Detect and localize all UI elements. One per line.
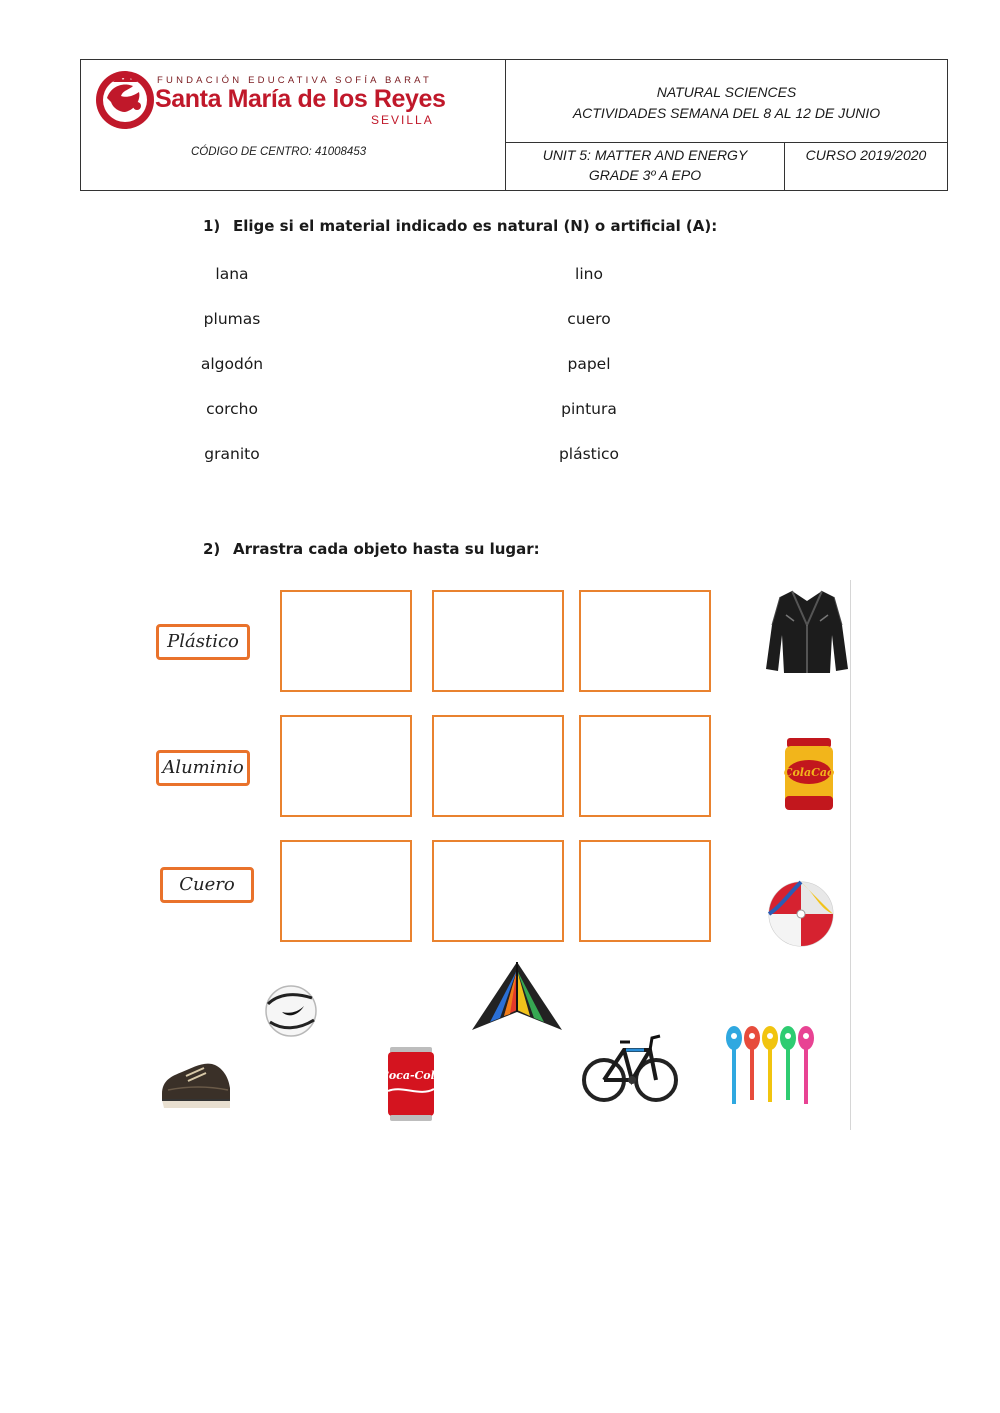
cola-cao-jar-icon[interactable] xyxy=(781,736,837,814)
unit-title: UNIT 5: MATTER AND ENERGY xyxy=(542,147,748,163)
foundation-name: FUNDACIÓN EDUCATIVA SOFÍA BARAT xyxy=(157,75,432,86)
course-cell xyxy=(785,143,947,190)
category-label-plastico: Plástico xyxy=(156,624,250,660)
exercise1-instruction: Elige si el material indicado es natural (N) o artificial (A): xyxy=(233,217,718,235)
exercise2-instruction: Arrastra cada objeto hasta su lugar: xyxy=(233,540,540,558)
bicycle-icon[interactable] xyxy=(580,1020,680,1112)
school-logo-icon xyxy=(93,68,157,132)
drop-zone-cuero-3[interactable] xyxy=(579,840,711,942)
exercise1-number: 1) xyxy=(203,217,221,235)
word-left-2: plumas xyxy=(203,310,261,328)
week-title: ACTIVIDADES SEMANA DEL 8 AL 12 DE JUNIO xyxy=(572,105,881,121)
soccer-ball-icon[interactable] xyxy=(264,984,318,1038)
kite-icon[interactable] xyxy=(470,960,564,1034)
drop-zone-aluminio-2[interactable] xyxy=(432,715,564,817)
center-code: CÓDIGO DE CENTRO: 41008453 xyxy=(191,146,367,158)
word-right-3: papel xyxy=(567,355,611,373)
unit-cell xyxy=(506,143,785,190)
header-table xyxy=(80,59,948,191)
word-left-4: corcho xyxy=(206,400,258,418)
drop-zone-plastico-1[interactable] xyxy=(280,590,412,692)
drop-zone-cuero-2[interactable] xyxy=(432,840,564,942)
drop-zone-cuero-1[interactable] xyxy=(280,840,412,942)
exercise2-number: 2) xyxy=(203,540,221,558)
school-city: SEVILLA xyxy=(371,113,434,127)
category-label-cuero: Cuero xyxy=(160,867,254,903)
drop-zone-aluminio-1[interactable] xyxy=(280,715,412,817)
drop-zone-plastico-2[interactable] xyxy=(432,590,564,692)
word-right-5: plástico xyxy=(558,445,620,463)
boat-shoe-icon[interactable] xyxy=(158,1054,234,1112)
logo-cell xyxy=(81,60,506,190)
drop-zone-aluminio-3[interactable] xyxy=(579,715,711,817)
course-title: CURSO 2019/2020 xyxy=(805,147,927,163)
drop-zone-plastico-3[interactable] xyxy=(579,590,711,692)
plastic-keys-icon[interactable] xyxy=(722,1022,816,1112)
word-right-2: cuero xyxy=(567,310,611,328)
drag-drop-activity xyxy=(148,580,851,1130)
word-left-1: lana xyxy=(215,265,249,283)
subject-title: NATURAL SCIENCES xyxy=(656,84,797,100)
leather-jacket-icon[interactable] xyxy=(764,585,850,677)
word-left-3: algodón xyxy=(200,355,264,373)
word-right-4: pintura xyxy=(561,400,617,418)
word-right-1: lino xyxy=(575,265,603,283)
grade-title: GRADE 3º A EPO xyxy=(588,167,702,183)
school-name: Santa María de los Reyes xyxy=(155,85,446,113)
cola-cao-label: ColaCao xyxy=(783,766,835,779)
can-brand-label: Coca-Cola xyxy=(380,1069,442,1082)
exercise2-title xyxy=(203,540,540,558)
word-left-5: granito xyxy=(204,445,260,463)
beach-ball-icon[interactable] xyxy=(767,880,835,948)
exercise1-title xyxy=(203,217,717,235)
category-label-aluminio: Aluminio xyxy=(156,750,250,786)
coca-cola-can-icon[interactable] xyxy=(380,1045,442,1123)
title-cell xyxy=(506,60,947,143)
